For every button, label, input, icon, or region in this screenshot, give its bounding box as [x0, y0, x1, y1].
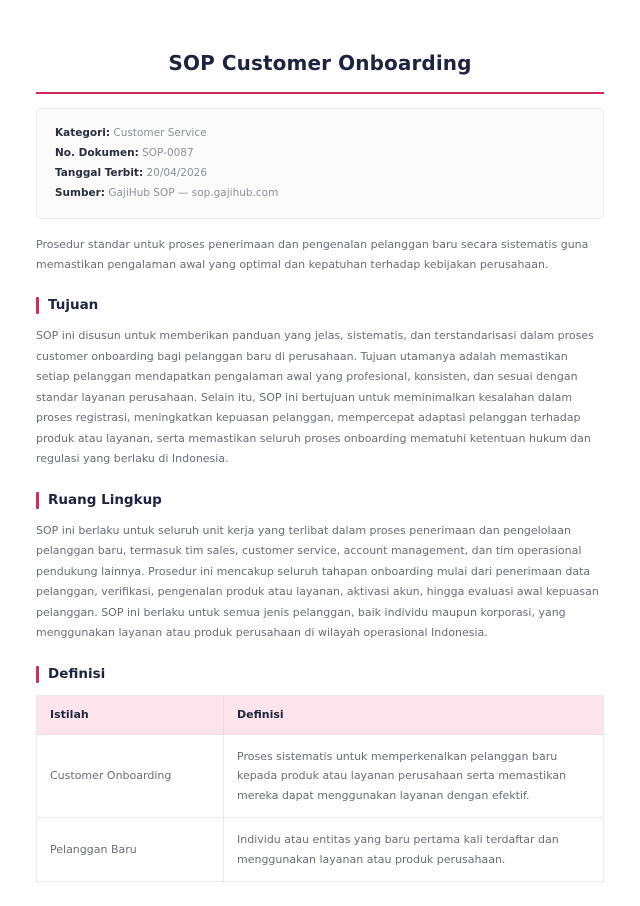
section-ruang-lingkup-header	[36, 492, 604, 509]
definisi-table-body	[37, 734, 604, 882]
cell-definisi: Proses sistematis untuk memperkenalkan pelanggan baru kepada produk atau layanan perusahaan serta memastikan mereka dapat menggunakan layanan dengan efektif.	[224, 734, 604, 818]
metadata-tanggal-terbit-value: 20/04/2026	[146, 167, 208, 179]
metadata-tanggal-terbit	[55, 163, 585, 183]
table-row	[37, 818, 604, 882]
document-metadata-box	[36, 108, 604, 219]
definisi-table	[36, 695, 604, 883]
table-col-definisi: Definisi	[224, 695, 604, 734]
section-accent-bar-icon	[36, 666, 39, 683]
cell-definisi: Individu atau entitas yang baru pertama kali terdaftar dan menggunakan layanan atau produk perusahaan.	[237, 833, 559, 866]
table-col-istilah: Istilah	[37, 695, 224, 734]
metadata-kategori-value: Customer Service	[113, 127, 207, 139]
cell-istilah: Customer Onboarding	[37, 734, 224, 818]
metadata-sumber	[55, 183, 585, 203]
section-tujuan-title: Tujuan	[48, 297, 99, 313]
title-divider	[36, 92, 604, 94]
section-tujuan-header	[36, 297, 604, 314]
cell-istilah: Pelanggan Baru	[37, 818, 224, 882]
metadata-kategori-label: Kategori:	[55, 127, 111, 139]
section-ruang-lingkup-title: Ruang Lingkup	[48, 491, 162, 508]
metadata-no-dokumen	[55, 143, 585, 163]
page-title: SOP Customer Onboarding	[168, 51, 472, 75]
section-accent-bar-icon	[36, 492, 39, 509]
metadata-sumber-value: GajiHub SOP — sop.gajihub.com	[108, 187, 279, 199]
metadata-no-dokumen-label: No. Dokumen:	[55, 147, 139, 159]
definisi-table-head	[37, 695, 604, 734]
section-accent-bar-icon	[36, 297, 39, 314]
table-row	[37, 734, 604, 818]
section-definisi	[36, 666, 604, 883]
metadata-no-dokumen-value: SOP-0087	[142, 147, 194, 159]
section-tujuan-body: SOP ini disusun untuk memberikan panduan yang jelas, sistematis, dan terstandarisasi dalam proses customer onboarding bagi pelanggan baru di perusahaan. Tujuan utamanya adalah memastikan setiap pelanggan mendapatkan pengalaman awal yang profesional, konsisten, dan sesuai dengan standar layanan perusahaan. Selain itu, SOP ini bertujuan untuk meminimalkan kesalahan dalam proses registrasi, meningkatkan kepuasan pelanggan, mempercepat adaptasi pelanggan terhadap produk atau layanan, serta memastikan seluruh proses onboarding mematuhi ketentuan hukum dan regulasi yang berlaku di Indonesia.	[36, 329, 594, 465]
section-ruang-lingkup	[36, 492, 604, 644]
section-definisi-title: Definisi	[48, 665, 106, 682]
metadata-tanggal-terbit-label: Tanggal Terbit:	[55, 167, 144, 179]
section-definisi-header	[36, 666, 604, 683]
section-ruang-lingkup-body: SOP ini berlaku untuk seluruh unit kerja yang terlibat dalam proses penerimaan dan pengelolaan pelanggan baru, termasuk tim sales, customer service, account management, dan tim operasional pendukung lainnya. Prosedur ini mencakup seluruh tahapan onboarding mulai dari penerimaan data pelanggan, verifikasi, pengenalan produk atau layanan, aktivasi akun, hingga evaluasi awal kepuasan pelanggan. SOP ini berlaku untuk semua jenis pelanggan, baik individu maupun korporasi, yang menggunakan layanan atau produk perusahaan di wilayah operasional Indonesia.	[36, 523, 599, 639]
intro-paragraph: Prosedur standar untuk proses penerimaan dan pengenalan pelanggan baru secara sistematis guna memastikan pengalaman awal yang optimal dan kepatuhan terhadap kebijakan perusahaan.	[36, 238, 589, 271]
table-header-row	[37, 695, 604, 734]
metadata-sumber-label: Sumber:	[55, 187, 105, 199]
section-tujuan	[36, 297, 604, 470]
metadata-kategori	[55, 123, 585, 143]
